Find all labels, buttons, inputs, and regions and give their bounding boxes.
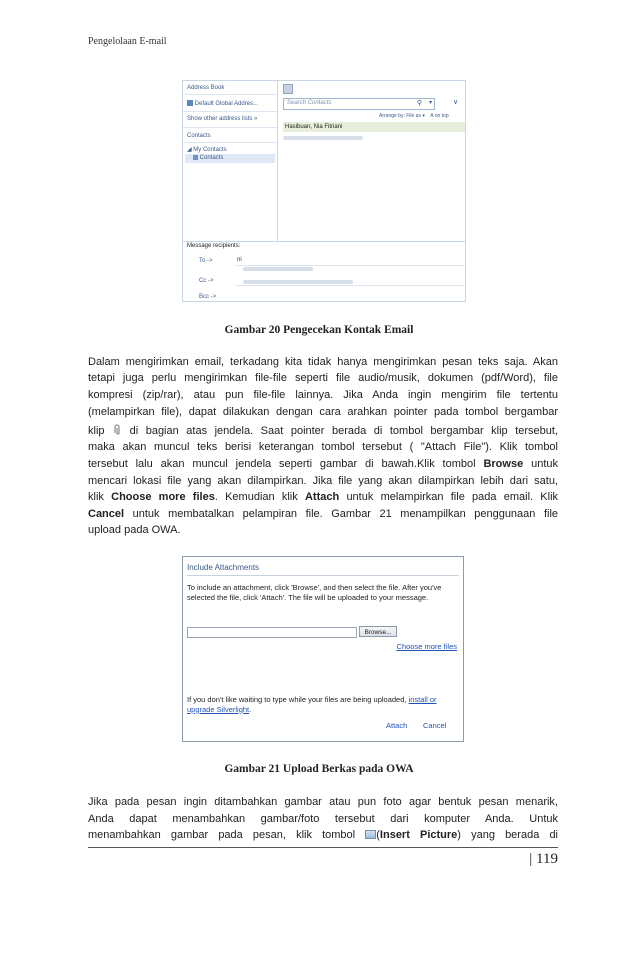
address-book-screenshot (182, 80, 466, 302)
choose-more-files-link[interactable]: Choose more files (396, 642, 457, 651)
divider (183, 142, 277, 143)
bold-insert-picture: Insert Picture (379, 829, 458, 841)
running-header: Pengelolaan E-mail (88, 36, 167, 47)
bold-attach: Attach (304, 491, 340, 503)
to-value: ni (237, 257, 242, 263)
blurred-recipient (243, 280, 353, 284)
include-attachments-dialog (182, 556, 464, 742)
sort-order[interactable]: A on top (430, 113, 449, 119)
browse-button[interactable]: Browse... (359, 626, 397, 637)
bold-choose-more-files: Choose more files (111, 491, 215, 503)
text: klik (88, 491, 104, 503)
para2-line2: Anda dapat menambahkan gambar/foto tersebut dari komputer Anda. Untuk (88, 813, 558, 825)
footer-divider (88, 847, 558, 848)
para1-line5 (88, 424, 558, 440)
chevron-down-icon[interactable]: ∨ (453, 99, 459, 106)
search-input[interactable] (283, 98, 435, 110)
contacts-folder-icon (193, 155, 198, 160)
text: . Kemudian klik (214, 491, 298, 503)
address-list-item[interactable] (187, 100, 258, 107)
address-book-title: Address Book (187, 85, 225, 91)
divider (183, 94, 277, 95)
cc-button[interactable]: Cc -> (199, 278, 214, 284)
search-placeholder: Search Contacts (287, 100, 332, 106)
recipients-title: Message recipients: (187, 243, 241, 249)
install-silverlight-link[interactable]: install or upgrade Silverlight (187, 695, 437, 714)
para1-line1: Dalam mengirimkan email, terkadang kita tidak hanya mengirimkan pesan teks saja. Akan (88, 356, 558, 368)
bcc-button[interactable]: Bcc -> (199, 294, 217, 300)
my-contacts-node[interactable] (187, 146, 227, 153)
silverlight-note (187, 695, 459, 714)
contact-row-selected[interactable]: Hasibuan, Nia Fitriani (285, 124, 343, 130)
text: tersebut lalu akan muncul jendela seperti gambar di bawah.Klik tombol (88, 458, 476, 470)
insert-picture-icon (365, 830, 376, 839)
para1-line6: maka akan muncul teks berisi keterangan tombol tersebut ( "Attach File"). Klik tombol (88, 441, 558, 453)
para2-line3 (88, 828, 558, 844)
para1-line3: kompresi (zip/rar), atau pun file-file lainnya. Jika Anda ingin mengirim file tertentu (88, 389, 558, 401)
blurred-email (283, 136, 363, 140)
to-field[interactable] (235, 255, 465, 266)
text: menambahkan gambar pada pesan, klik tombol (88, 829, 356, 841)
show-other-lists-link[interactable] (187, 116, 257, 122)
paperclip-icon (112, 424, 122, 436)
text: klip (88, 425, 105, 437)
note-end: . (249, 704, 252, 714)
para1-line4: (melampirkan file), dapat dilakukan dengan cara arahkan pointer pada tombol bergambar (88, 406, 558, 418)
address-book-toolbar-icon[interactable] (283, 84, 293, 94)
sort-options[interactable] (379, 113, 449, 119)
show-other-label: Show other address lists (187, 116, 253, 122)
text: untuk (531, 458, 558, 470)
text: ) yang berada di (457, 829, 559, 841)
my-contacts-label: My Contacts (193, 147, 227, 153)
sort-label: Arrange by: File as (379, 113, 421, 119)
divider (183, 127, 277, 128)
divider (187, 575, 459, 576)
para1-line7 (88, 457, 558, 473)
text: untuk melampirkan file pada email. Klik (346, 491, 559, 503)
to-button[interactable]: To -> (199, 258, 213, 264)
triangle-icon: ◢ (187, 147, 192, 153)
note-text: If you don't like waiting to type while your files are being uploaded, (187, 695, 407, 704)
cancel-button[interactable]: Cancel (423, 721, 447, 730)
para1-line9 (88, 490, 558, 506)
attach-button[interactable]: Attach (386, 721, 408, 730)
para2-line1: Jika pada pesan ingin ditambahkan gambar atau pun foto agar bentuk pesan menarik, (88, 796, 558, 808)
dialog-title: Include Attachments (187, 563, 260, 572)
para1-line10 (88, 507, 558, 523)
chevron-down-icon[interactable]: ▾ (428, 100, 432, 106)
para1-line8: mencari lokasi file yang akan dilampirkan. Jika file yang akan dilampirkan lebih dari satu, (88, 475, 558, 487)
contacts-section-header: Contacts (187, 133, 211, 139)
bold-browse: Browse (483, 458, 524, 470)
address-book-icon (187, 100, 193, 106)
text: di bagian atas jendela. Saat pointer berada di tombol bergambar klip tersebut, (129, 425, 559, 437)
page-number: | 119 (529, 851, 558, 867)
bcc-field[interactable] (235, 291, 465, 302)
dialog-instructions: To include an attachment, click 'Browse', and then select the file. After you've selected the file, click 'Attach'. The file will be uploaded to your message. (187, 583, 442, 602)
file-path-input[interactable] (187, 627, 357, 638)
figure-20-caption: Gambar 20 Pengecekan Kontak Email (224, 324, 414, 336)
page-number-value: 119 (536, 851, 558, 867)
divider (183, 111, 277, 112)
para1-line11: upload pada OWA. (88, 524, 181, 536)
figure-21-caption: Gambar 21 Upload Berkas pada OWA (224, 763, 414, 775)
address-list-label: Default Global Addres... (194, 101, 259, 107)
blurred-recipient (243, 267, 313, 271)
search-icon[interactable]: ⚲ (416, 100, 422, 107)
address-book-sidebar (183, 81, 278, 241)
pane-divider (183, 241, 466, 242)
contacts-folder-item[interactable] (193, 155, 223, 161)
chevron-down-icon: ▾ (422, 113, 425, 119)
bold-cancel: Cancel (88, 508, 125, 520)
para1-line2: tetapi juga perlu mengirimkan file-file seperti file audio/musik, dokumen (pdf/Word), file (88, 372, 558, 384)
contacts-folder-label: Contacts (199, 155, 224, 161)
text: ( (376, 829, 380, 841)
text: untuk membatalkan pelampiran file. Gambar 21 menampilkan penggunaan file (132, 508, 559, 520)
chevron-down-icon: » (254, 116, 258, 122)
